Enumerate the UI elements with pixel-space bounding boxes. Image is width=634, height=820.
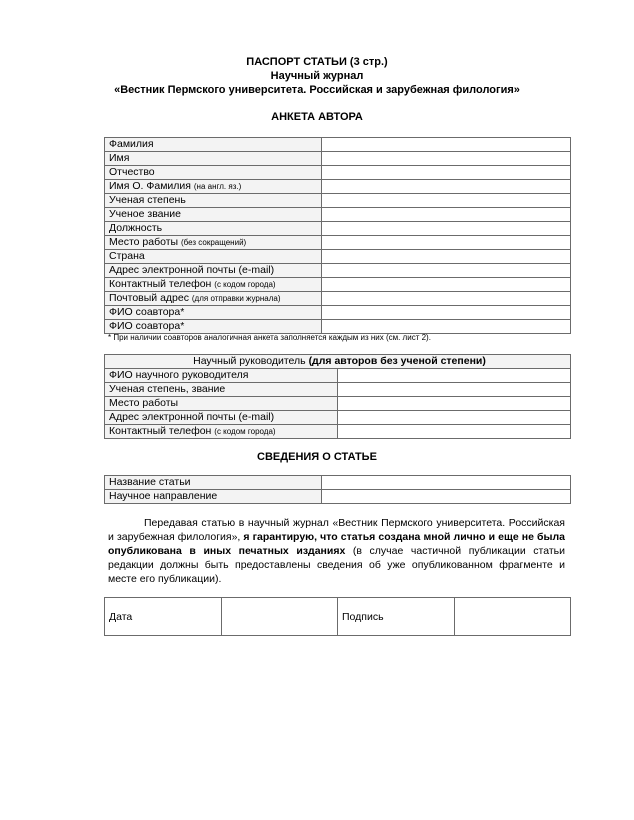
field-label [105,166,322,180]
field-value[interactable] [322,194,571,208]
signature-table [104,597,571,636]
field-label-text: Контактный телефон [109,425,212,437]
article-row [105,490,571,504]
author-row [105,222,571,236]
field-label-note: (с кодом города) [214,427,276,436]
guarantee-text-2: (в случае частичной публикации статьи редакции должны быть предоставлены сведения об уже опубликованном фрагменте и месте его публикации). [108,545,565,585]
field-label-text: Место работы [109,397,179,409]
field-label-text: Отчество [109,166,155,178]
field-value[interactable] [338,383,571,397]
field-value[interactable] [322,476,571,490]
field-label-text: Почтовый адрес [109,292,189,304]
field-value[interactable] [322,278,571,292]
field-label [105,320,322,334]
supervisor-row [105,411,571,425]
field-value[interactable] [322,180,571,194]
field-label [105,476,322,490]
field-value[interactable] [322,306,571,320]
field-value[interactable] [338,411,571,425]
supervisor-row [105,369,571,383]
field-label [105,292,322,306]
field-label [105,194,322,208]
field-label [105,369,338,383]
field-label-text: Название статьи [109,476,191,488]
author-row [105,194,571,208]
field-label-text: Место работы [109,236,179,248]
field-label-text: Имя О. Фамилия [109,180,191,192]
field-label [105,264,322,278]
field-label [105,278,322,292]
field-label [105,250,322,264]
field-value[interactable] [322,250,571,264]
supervisor-header-prefix: Научный руководитель [193,355,309,367]
author-row [105,250,571,264]
field-label-text: Страна [109,250,145,262]
supervisor-header-cell [105,355,571,369]
field-label-text: Ученая степень, звание [109,383,226,395]
supervisor-row [105,397,571,411]
field-label-note: (для отправки журнала) [191,294,281,303]
field-label-note: (с кодом города) [214,280,276,289]
field-label [105,411,338,425]
field-label-note: (на англ. яз.) [193,182,242,191]
field-label-text: Научное направление [109,490,218,502]
field-label [105,490,322,504]
field-value[interactable] [322,222,571,236]
author-row [105,278,571,292]
field-label-text: ФИО научного руководителя [109,369,249,381]
field-label-text: Контактный телефон [109,278,212,290]
field-label [105,208,322,222]
supervisor-header-row [105,355,571,369]
author-row [105,208,571,222]
article-section-title: СВЕДЕНИЯ О СТАТЬЕ [257,451,377,463]
field-label-text: ФИО соавтора* [109,320,185,332]
passport-title: ПАСПОРТ СТАТЬИ (3 стр.) [246,56,388,68]
author-row [105,236,571,250]
field-value[interactable] [322,166,571,180]
signature-row [105,598,571,636]
author-table [104,137,571,334]
signature-label: Подпись [338,598,455,636]
coauthor-footnote: * При наличии соавторов аналогичная анкета заполняется каждым из них (см. лист 2). [108,333,431,342]
supervisor-table [104,354,571,439]
field-value[interactable] [322,320,571,334]
field-label [105,383,338,397]
field-label-text: Ученое звание [109,208,181,220]
field-label-text: ФИО соавтора* [109,306,185,318]
field-value[interactable] [322,138,571,152]
author-row [105,320,571,334]
supervisor-header-condition: (для авторов без ученой степени) [308,355,486,367]
field-label-text: Имя [109,152,130,164]
field-label [105,222,322,236]
supervisor-row [105,383,571,397]
field-label-text: Должность [109,222,163,234]
field-value[interactable] [322,236,571,250]
author-row [105,138,571,152]
journal-name: «Вестник Пермского университета. Российская и зарубежная филология» [114,84,520,96]
field-label-text: Фамилия [109,138,154,150]
field-label-text: Адрес электронной почты (e-mail) [109,411,275,423]
passport-header [0,55,634,97]
signature-field[interactable] [454,598,571,636]
field-label-note: (без сокращений) [180,238,247,247]
field-label-text: Адрес электронной почты (e-mail) [109,264,275,276]
field-label-text: Ученая степень [109,194,186,206]
field-value[interactable] [322,152,571,166]
article-table [104,475,571,504]
field-label [105,397,338,411]
field-value[interactable] [322,292,571,306]
date-field[interactable] [221,598,338,636]
author-section-title: АНКЕТА АВТОРА [271,111,363,123]
field-label [105,138,322,152]
field-label [105,152,322,166]
author-row [105,264,571,278]
author-row [105,180,571,194]
guarantee-text-1: Передавая статью в научный журнал «Вестник Пермского университета. Российская и зарубежная филология», [108,517,565,543]
supervisor-row [105,425,571,439]
author-row [105,292,571,306]
field-value[interactable] [338,425,571,439]
author-row [105,306,571,320]
field-label [105,425,338,439]
author-row [105,152,571,166]
guarantee-text-bold: я гарантирую, что статья создана мной лично и еще не была опубликована в иных печатных изданиях [108,531,565,557]
journal-type: Научный журнал [270,70,364,82]
guarantee-paragraph [108,516,565,586]
field-value[interactable] [322,208,571,222]
article-row [105,476,571,490]
field-value[interactable] [338,369,571,383]
field-label [105,236,322,250]
field-value[interactable] [322,264,571,278]
field-value[interactable] [322,490,571,504]
field-label [105,306,322,320]
field-label [105,180,322,194]
field-value[interactable] [338,397,571,411]
author-row [105,166,571,180]
date-label: Дата [105,598,222,636]
